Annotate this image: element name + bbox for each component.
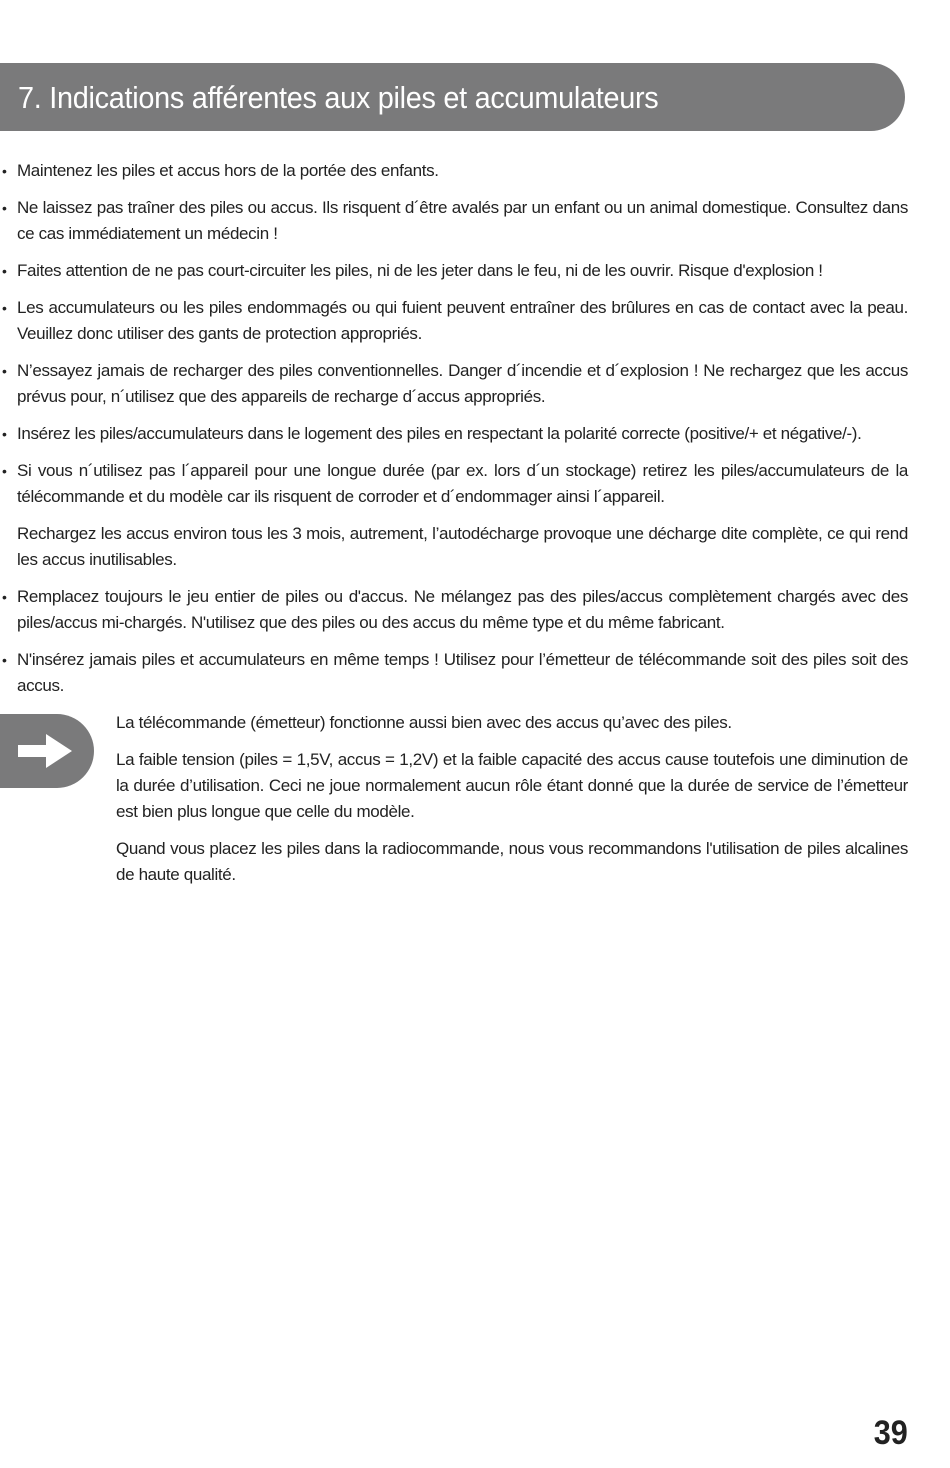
page-content	[0, 158, 908, 899]
bullet: •	[2, 163, 7, 179]
bullet: •	[2, 200, 7, 216]
section-header-bar	[0, 63, 905, 131]
list-item	[0, 647, 908, 699]
list-item	[0, 358, 908, 410]
section-title: 7. Indications afférentes aux piles et accumulateurs	[18, 80, 659, 115]
bullet: •	[2, 363, 7, 379]
bullet: •	[2, 426, 7, 442]
list-item-text: Les accumulateurs ou les piles endommagés ou qui fuient peuvent entraîner des brûlures en cas de contact avec la peau. Veuillez donc utiliser des gants de protection appropriés.	[17, 298, 908, 343]
list-item	[0, 258, 908, 284]
list-item-text: Remplacez toujours le jeu entier de piles ou d'accus. Ne mélangez pas des piles/accus complètement chargés avec des piles/accus mi-chargés. N'utilisez que des piles ou des accus du même type et du même fabricant.	[17, 587, 908, 632]
note-paragraph: La télécommande (émetteur) fonctionne aussi bien avec des accus qu’avec des piles.	[116, 713, 732, 732]
note-paragraph: La faible tension (piles = 1,5V, accus = 1,2V) et la faible capacité des accus cause toutefois une diminution de la durée d’utilisation. Ceci ne joue normalement aucun rôle étant donné que la durée de service de l’émetteur est bien plus longue que celle du modèle.	[116, 750, 908, 821]
list-item	[0, 295, 908, 347]
bullet: •	[2, 263, 7, 279]
list-item-text: N’essayez jamais de recharger des piles conventionnelles. Danger d´incendie et d´explosion ! Ne rechargez que les accus prévus pour, n´utilisez que des appareils de recharge d´accus appropriés.	[17, 361, 908, 406]
bullet: •	[2, 463, 7, 479]
note-block	[0, 710, 908, 888]
list-item-text: N'insérez jamais piles et accumulateurs en même temps ! Utilisez pour l’émetteur de télécommande soit des piles soit des accus.	[17, 650, 908, 695]
bullet: •	[2, 652, 7, 668]
list-item-text: Ne laissez pas traîner des piles ou accus. Ils risquent d´être avalés par un enfant ou un animal domestique. Consultez dans ce cas immédiatement un médecin !	[17, 198, 908, 243]
list-item-text: Si vous n´utilisez pas l´appareil pour une longue durée (par ex. lors d´un stockage) retirez les piles/accumulateurs de la télécommande et du modèle car ils risquent de corroder et d´endommager ainsi l´appareil.	[17, 461, 908, 506]
recharge-paragraph: Rechargez les accus environ tous les 3 mois, autrement, l’autodécharge provoque une décharge dite complète, ce qui rend les accus inutilisables.	[17, 524, 908, 569]
note-paragraph: Quand vous placez les piles dans la radiocommande, nous vous recommandons l'utilisation de piles alcalines de haute qualité.	[116, 839, 908, 884]
list-item	[0, 584, 908, 636]
list-item-text: Insérez les piles/accumulateurs dans le logement des piles en respectant la polarité correcte (positive/+ et négative/-).	[17, 424, 862, 443]
list-item	[0, 195, 908, 247]
list-item-text: Faites attention de ne pas court-circuiter les piles, ni de les jeter dans le feu, ni de les ouvrir. Risque d'explosion !	[17, 261, 823, 280]
page-number: 39	[873, 1414, 908, 1452]
arrow-right-icon	[0, 714, 94, 788]
list-item	[0, 158, 908, 184]
list-item	[0, 458, 908, 510]
list-item-text: Maintenez les piles et accus hors de la portée des enfants.	[17, 161, 439, 180]
note-text	[0, 710, 908, 888]
list-item	[0, 421, 908, 447]
bullet: •	[2, 589, 7, 605]
bullet: •	[2, 300, 7, 316]
